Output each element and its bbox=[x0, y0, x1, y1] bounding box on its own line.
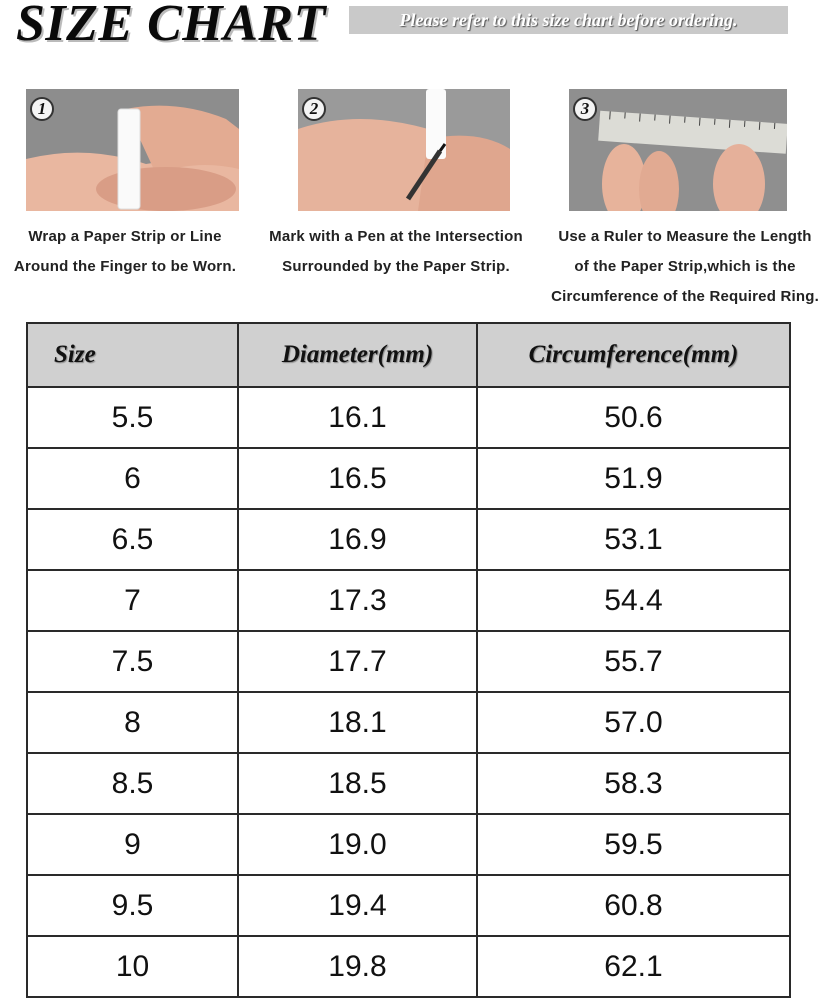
size-table bbox=[26, 322, 791, 998]
circumference-cell: 50.6 bbox=[477, 387, 790, 448]
size-cell: 7 bbox=[27, 570, 238, 631]
diameter-cell: 16.5 bbox=[238, 448, 477, 509]
step-3-caption bbox=[533, 222, 837, 312]
circumference-cell: 57.0 bbox=[477, 692, 790, 753]
table-row bbox=[27, 875, 790, 936]
circumference-cell: 53.1 bbox=[477, 509, 790, 570]
table-row bbox=[27, 814, 790, 875]
circumference-cell: 54.4 bbox=[477, 570, 790, 631]
table-row bbox=[27, 570, 790, 631]
circumference-cell: 59.5 bbox=[477, 814, 790, 875]
step-3-caption-line-3: Circumference of the Required Ring. bbox=[551, 288, 819, 305]
table-row bbox=[27, 692, 790, 753]
mark-with-pen-photo-icon bbox=[298, 89, 510, 211]
size-cell: 10 bbox=[27, 936, 238, 997]
header-circumference: Circumference(mm) bbox=[477, 323, 790, 387]
step-1-caption-line-1: Wrap a Paper Strip or Line bbox=[28, 228, 222, 245]
size-cell: 9 bbox=[27, 814, 238, 875]
step-2-badge: 2 bbox=[302, 97, 326, 121]
size-cell: 6.5 bbox=[27, 509, 238, 570]
size-cell: 8 bbox=[27, 692, 238, 753]
step-2-caption bbox=[252, 222, 540, 282]
size-cell: 7.5 bbox=[27, 631, 238, 692]
diameter-cell: 17.7 bbox=[238, 631, 477, 692]
diameter-cell: 18.5 bbox=[238, 753, 477, 814]
step-1-photo bbox=[26, 89, 239, 211]
size-cell: 6 bbox=[27, 448, 238, 509]
diameter-cell: 19.8 bbox=[238, 936, 477, 997]
diameter-cell: 16.9 bbox=[238, 509, 477, 570]
step-2-photo bbox=[298, 89, 510, 211]
step-3-photo bbox=[569, 89, 787, 211]
size-cell: 5.5 bbox=[27, 387, 238, 448]
table-row bbox=[27, 387, 790, 448]
header-size: Size bbox=[27, 323, 238, 387]
diameter-cell: 17.3 bbox=[238, 570, 477, 631]
step-3-badge: 3 bbox=[573, 97, 597, 121]
table-row bbox=[27, 753, 790, 814]
step-2-caption-line-1: Mark with a Pen at the Intersection bbox=[269, 228, 523, 245]
table-header-row bbox=[27, 323, 790, 387]
size-cell: 9.5 bbox=[27, 875, 238, 936]
table-row bbox=[27, 448, 790, 509]
header-diameter: Diameter(mm) bbox=[238, 323, 477, 387]
table-row bbox=[27, 509, 790, 570]
diameter-cell: 19.4 bbox=[238, 875, 477, 936]
step-1-caption bbox=[0, 222, 250, 282]
diameter-cell: 16.1 bbox=[238, 387, 477, 448]
wrap-paper-strip-photo-icon bbox=[26, 89, 239, 211]
ruler-measure-photo-icon bbox=[569, 89, 787, 211]
table-row bbox=[27, 631, 790, 692]
circumference-cell: 55.7 bbox=[477, 631, 790, 692]
diameter-cell: 19.0 bbox=[238, 814, 477, 875]
step-3-caption-line-2: of the Paper Strip,which is the bbox=[574, 258, 796, 275]
step-1-caption-line-2: Around the Finger to be Worn. bbox=[13, 258, 237, 275]
size-cell: 8.5 bbox=[27, 753, 238, 814]
step-2-caption-line-2: Surrounded by the Paper Strip. bbox=[282, 258, 510, 275]
page-title: SIZE CHART bbox=[16, 0, 326, 52]
circumference-cell: 58.3 bbox=[477, 753, 790, 814]
table-row bbox=[27, 936, 790, 997]
circumference-cell: 51.9 bbox=[477, 448, 790, 509]
step-1-badge: 1 bbox=[30, 97, 54, 121]
step-3-caption-line-1: Use a Ruler to Measure the Length bbox=[558, 228, 812, 245]
subtitle-banner: Please refer to this size chart before ordering. bbox=[349, 6, 788, 34]
diameter-cell: 18.1 bbox=[238, 692, 477, 753]
circumference-cell: 62.1 bbox=[477, 936, 790, 997]
circumference-cell: 60.8 bbox=[477, 875, 790, 936]
